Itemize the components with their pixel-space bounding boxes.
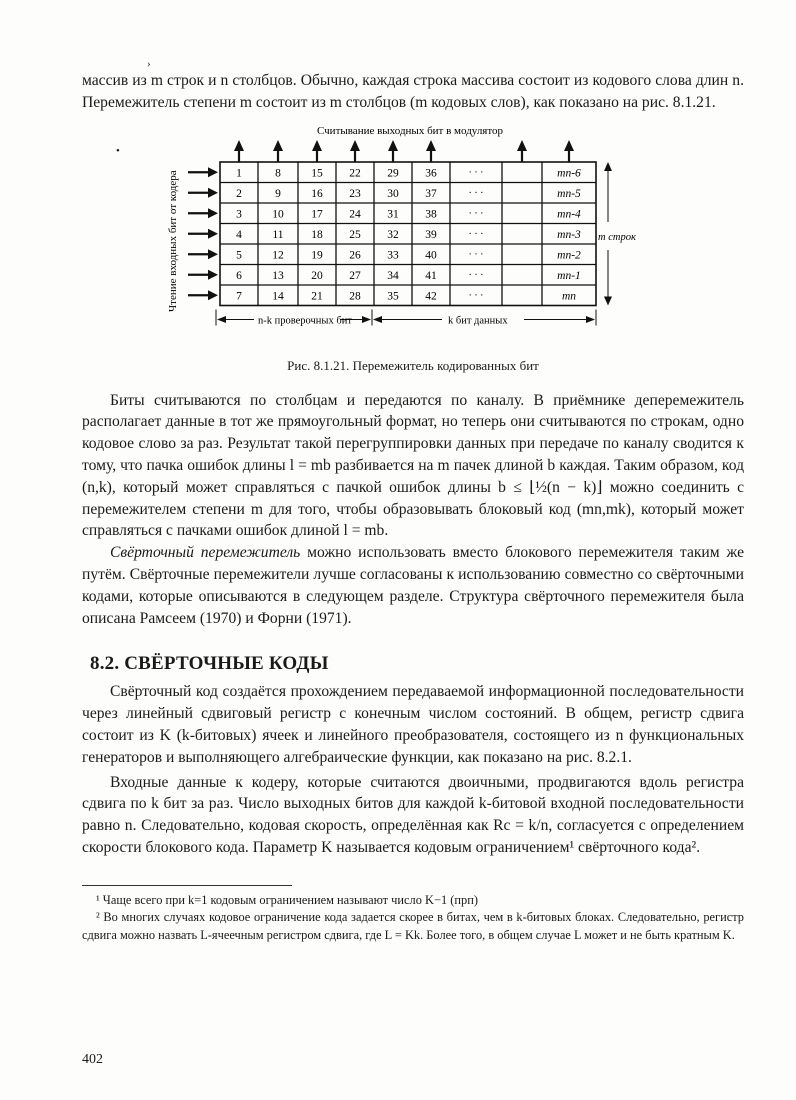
grid-cell: 35 — [387, 289, 399, 302]
grid-cell: 13 — [272, 269, 284, 282]
grid-cell: 25 — [349, 228, 361, 241]
input-arrow-head — [208, 167, 218, 177]
grid-cell: 20 — [311, 269, 323, 282]
grid-cell: mn-2 — [557, 248, 581, 261]
grid-cell: 42 — [425, 289, 437, 302]
grid-cell: 17 — [311, 207, 323, 220]
grid-cell: 22 — [349, 166, 361, 179]
interleaver-diagram — [82, 120, 744, 360]
grid-cell: 33 — [387, 248, 399, 261]
grid-cell: 9 — [275, 187, 281, 200]
grid-cell: 31 — [387, 207, 399, 220]
grid-cell: 40 — [425, 248, 437, 261]
grid-dots: · · · — [468, 248, 484, 260]
grid-cell: 1 — [236, 166, 242, 179]
input-arrow-head — [208, 249, 218, 259]
grid-cell: 28 — [349, 289, 361, 302]
figure-caption: Рис. 8.1.21. Перемежитель кодированных бит — [287, 357, 539, 373]
output-arrow-head — [388, 140, 398, 151]
paragraph-encoder-input: Входные данные к кодеру, которые считаются двоичными, продвигаются вдоль регистра сдвига по k бит за раз. Число выходных битов для каждой k-битовой входной последовательности равно n. Следовательно, кодовая скорость, определённая как Rc = k/n, согласуется с определением скорости блокового кода. Параметр K называется кодовым ограничением¹ свёрточного кода². — [82, 773, 744, 856]
grid-cell: 34 — [387, 269, 399, 282]
input-arrow-head — [208, 208, 218, 218]
input-arrow-head — [208, 290, 218, 300]
grid-cell: 15 — [311, 166, 323, 179]
grid-cell: mn-3 — [557, 228, 581, 241]
scan-mark: › — [147, 58, 151, 70]
grid-cell: 12 — [272, 248, 284, 261]
grid-dots: · · · — [468, 289, 484, 301]
grid-cell: 37 — [425, 187, 437, 200]
paragraph-conv-interleaver-text: можно использовать вместо блокового перемежителя таким же путём. Свёрточные перемежители лучше согласованы к использованию совместно со свёрточными кодами, которые описываются в следующем разделе. Структура свёрточного перемежителя была описана Рамсеем (1970) и Форни (1971). — [82, 544, 745, 627]
rows-arrow-down — [604, 296, 612, 305]
output-arrow-head — [312, 140, 322, 151]
grid-cell: 4 — [236, 228, 242, 241]
bullet-mark: • — [116, 145, 120, 157]
grid-cell: 8 — [275, 166, 281, 179]
grid-cell: 11 — [272, 228, 284, 241]
output-arrow-head — [350, 140, 360, 151]
grid-cell: 38 — [425, 207, 437, 220]
input-arrow-head — [208, 187, 218, 197]
grid-cell: 6 — [236, 269, 242, 282]
paragraph-conv-interleaver — [82, 542, 744, 629]
page-number: 402 — [82, 1052, 103, 1067]
side-label: Чтение входных бит от кодера — [167, 169, 179, 312]
input-arrow-head — [208, 269, 218, 279]
grid-cell: 10 — [272, 207, 284, 220]
top-label: Считывание выходных бит в модулятор — [316, 124, 504, 137]
grid-cell: mn — [561, 289, 577, 302]
grid-cell: 5 — [236, 248, 242, 261]
grid-dots: · · · — [468, 228, 484, 240]
grid-cell: 7 — [236, 289, 242, 302]
grid-cell: 26 — [349, 248, 361, 261]
check-bits-label: n-k проверочных бит — [258, 315, 352, 327]
grid-dots: · · · — [468, 187, 484, 199]
grid-cell: 39 — [425, 228, 437, 241]
paragraph-deinterleaver: Биты считываются по столбцам и передаются по каналу. В приёмнике деперемежитель располагает данные в тот же прямоугольный формат, но теперь они считываются по строкам, одно кодовое слово за раз. Результат такой перегруппировки данных при передаче по каналу сводится к тому, что пачка ошибок длины l = mb разбивается на m пачек длиной b каждая. Таким образом, код (n,k), который может справляться с пачкой ошибок длины b ≤ ⌊½(n − k)⌋ можно соединить с перемежителем степени m для того, чтобы образовывать блоковый код (mn,mk), который может справляться с пачками ошибок длиной l = mb. — [82, 391, 744, 540]
output-arrow-head — [564, 140, 574, 151]
page-body — [82, 70, 744, 944]
grid-dots: · · · — [468, 207, 484, 219]
grid-cell: 41 — [425, 269, 437, 282]
output-arrow-head — [426, 140, 436, 151]
paragraph-conv-code: Свёрточный код создаётся прохождением передаваемой информационной последовательности через линейный сдвиговый регистр с конечным числом состояний. В общем, регистр сдвига состоит из K (k-битовых) ячеек и линейного преобразователя, состоящего из n функциональных генераторов и выполняющего алгебраические функции, как показано на рис. 8.2.1. — [82, 683, 744, 766]
grid-cell: mn-4 — [557, 207, 581, 220]
footnote-rule — [82, 885, 292, 886]
rows-arrow-up — [604, 162, 612, 171]
grid-cell: 21 — [311, 289, 323, 302]
grid-cell: 24 — [349, 207, 361, 220]
output-arrow-head — [234, 140, 244, 151]
grid-cell: 14 — [272, 289, 284, 302]
grid-cell: 30 — [387, 187, 399, 200]
grid-cell: 36 — [425, 166, 437, 179]
grid-cell: 23 — [349, 187, 361, 200]
bracket-arrow — [586, 316, 595, 323]
rows-label: m строк — [598, 231, 636, 243]
grid-cell: 27 — [349, 269, 361, 282]
grid-cell: 16 — [311, 187, 323, 200]
input-arrow-head — [208, 228, 218, 238]
grid-cell: 29 — [387, 166, 399, 179]
grid-cell: 3 — [236, 207, 242, 220]
grid-cell: 32 — [387, 228, 399, 241]
bracket-arrow — [362, 316, 371, 323]
data-bits-label: k бит данных — [448, 315, 508, 327]
footnote-1: ¹ Чаще всего при k=1 кодовым ограничением называют число K−1 (прп) — [96, 892, 478, 907]
grid-cell: mn-1 — [557, 269, 581, 282]
interleaver-figure — [82, 120, 744, 382]
bracket-arrow — [217, 316, 226, 323]
grid-cell: mn-5 — [557, 187, 581, 200]
italic-term: Свёрточный перемежитель — [110, 544, 301, 562]
grid-dots: · · · — [468, 166, 484, 178]
grid-cell: 18 — [311, 228, 323, 241]
grid-cell: mn-6 — [557, 166, 581, 179]
intro-paragraph: массив из m строк и n столбцов. Обычно, каждая строка массива состоит из кодового слова длин n. Перемежитель степени m состоит из m столбцов (m кодовых слов), как показано на рис. 8.1.21. — [82, 72, 744, 111]
grid-dots: · · · — [468, 269, 484, 281]
section-heading: 8.2. СВЁРТОЧНЫЕ КОДЫ — [90, 653, 329, 675]
footnote-2: ² Во многих случаях кодовое ограничение кода задается скорее в битах, чем в k-битовых блоках. Следовательно, регистр сдвига можно назвать L-ячеечным регистром сдвига, где L = Kk. Более того, в общем случае L может и не быть кратным K. — [82, 910, 744, 942]
grid-cell: 19 — [311, 248, 323, 261]
output-arrow-head — [273, 140, 283, 151]
output-arrow-head — [517, 140, 527, 151]
grid-cell: 2 — [236, 187, 242, 200]
